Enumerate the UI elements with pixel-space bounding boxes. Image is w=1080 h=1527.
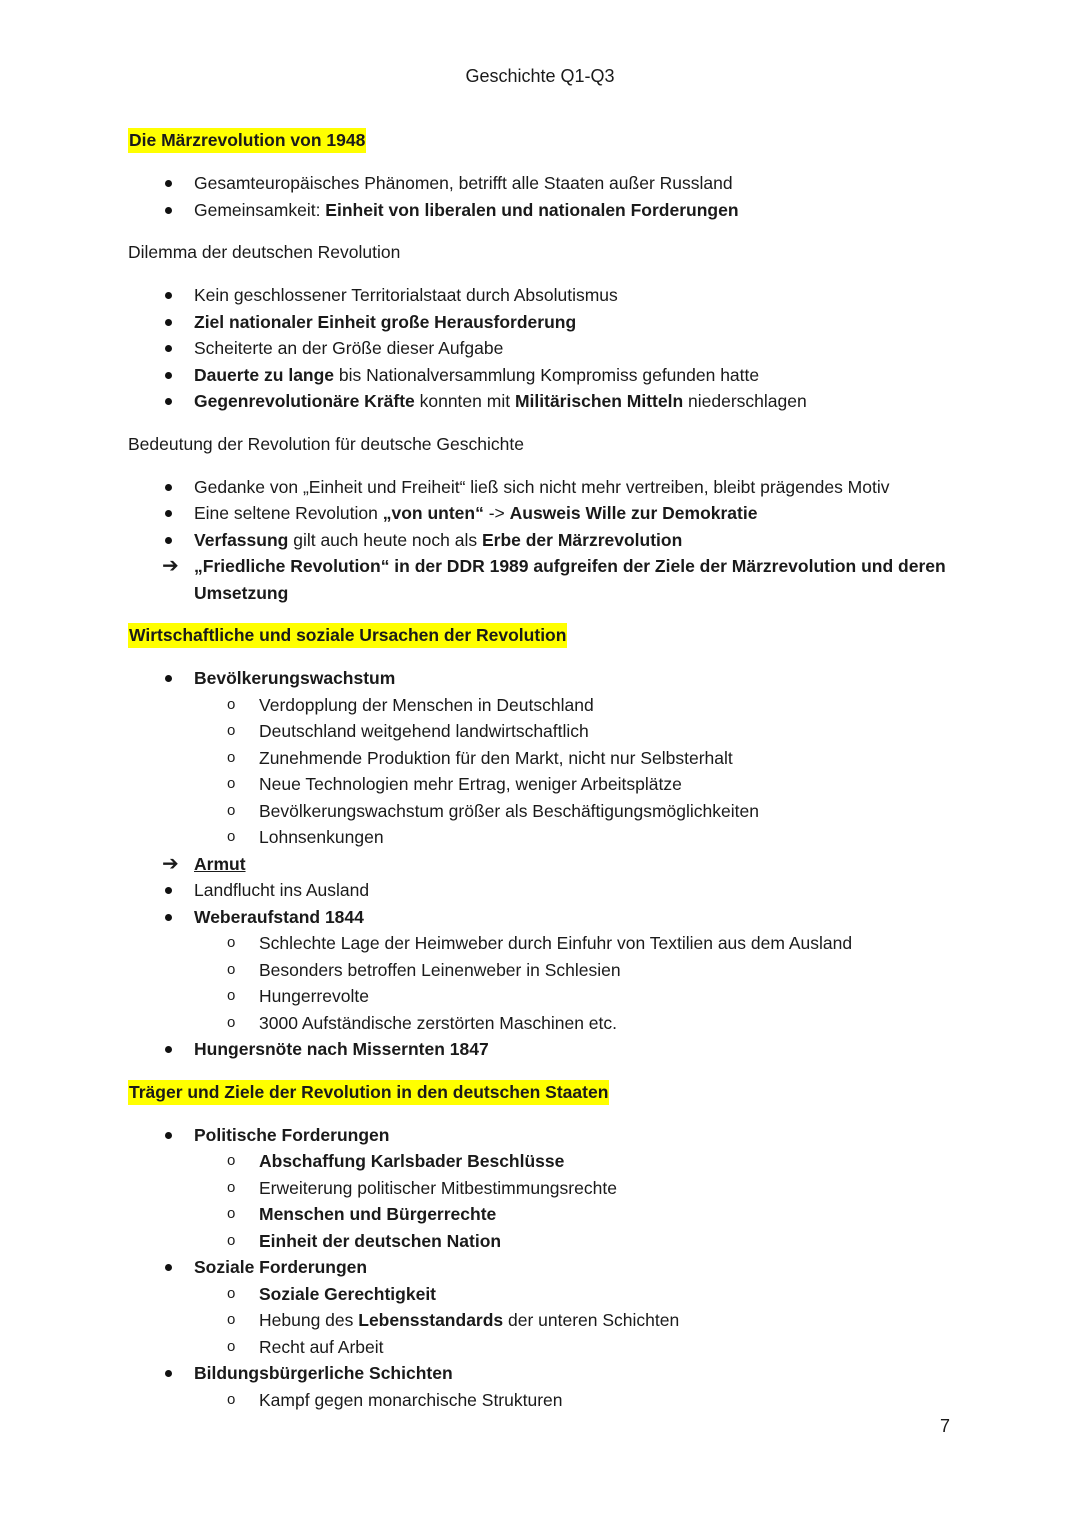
circle-bullet-icon: o [227,1152,236,1169]
item-text: Neue Technologien mehr Ertrag, weniger Arbeitsplätze [259,774,682,794]
item-text: Gedanke von „Einheit und Freiheit“ ließ sich nicht mehr vertreiben, bleibt prägendes Motiv [194,476,890,497]
sub-list-item [128,930,958,957]
item-text: Landflucht ins Ausland [194,880,370,900]
item-text: „Friedliche Revolution“ in der DDR 1989 aufgreifen der Ziele der Märzrevolution und deren Umsetzung [194,556,946,603]
circle-bullet-icon: o [227,1337,236,1355]
list-item [128,1360,958,1387]
item-text: Scheiterte an der Größe dieser Aufgabe [194,338,504,358]
item-text: Eine seltene Revolution [194,503,383,523]
sub-list-item [128,798,958,825]
circle-bullet-icon: o [227,1390,236,1408]
item-text: konnten mit [414,391,515,411]
item-text: Lebensstandards [358,1310,504,1330]
circle-bullet-icon: o [227,828,236,845]
list-item [128,851,958,878]
list-item [128,170,958,197]
item-text: Abschaffung Karlsbader Beschlüsse [259,1151,565,1171]
item-text: Dauerte zu lange [194,364,335,385]
item-text: der unteren Schichten [503,1310,680,1330]
sub-list-item [128,957,958,984]
circle-bullet-icon: o [227,1205,236,1222]
item-text: Kein geschlossener Territorialstaat durch Absolutismus [194,285,618,305]
item-text: Militärischen Mitteln [514,391,684,411]
list-item [128,197,958,224]
list-item [128,527,958,554]
item-text: Erweiterung politischer Mitbestimmungsrechte [259,1177,617,1198]
list-item [128,474,958,501]
item-text: Hungersnöte nach Missernten 1847 [194,1039,489,1059]
sub-list-item [128,1228,958,1255]
sub-list-item [128,1010,958,1037]
item-text: „von unten“ [382,503,484,523]
sub-list-item [128,1175,958,1202]
document-body [128,128,958,1430]
sub-list-item [128,1148,958,1175]
item-text: Deutschland weitgehend landwirtschaftlich [259,721,589,741]
item-text: Einheit der deutschen Nation [259,1230,502,1251]
item-text: Bevölkerungswachstum größer als Beschäftigungsmöglichkeiten [259,800,759,821]
section-heading [128,240,958,265]
item-text: Einheit von liberalen und nationalen Forderungen [325,199,739,220]
section-heading-text: Dilemma der deutschen Revolution [128,242,401,262]
item-text: Soziale Forderungen [194,1257,368,1277]
section-heading-text: Bedeutung der Revolution für deutsche Geschichte [128,433,524,454]
circle-bullet-icon: o [227,722,236,739]
page-header: Geschichte Q1-Q3 [465,66,615,86]
list-item [128,335,958,362]
item-text: Soziale Gerechtigkeit [259,1283,437,1304]
section-heading [128,1080,958,1105]
sub-list-item [128,1334,958,1361]
list-item [128,904,958,931]
item-text: Erbe der Märzrevolution [481,529,683,550]
bullet-list [128,170,958,223]
page-number: 7 [940,1416,951,1436]
circle-bullet-icon: o [227,801,236,819]
list-item [128,388,958,415]
sub-list-item [128,771,958,798]
list-item [128,1122,958,1149]
item-text: Gesamteuropäisches Phänomen, betrifft alle Staaten außer Russland [194,173,733,193]
sub-list-item [128,1201,958,1228]
section-heading-text: Träger und Ziele der Revolution in den deutschen Staaten [128,1080,609,1105]
item-text: Ziel nationaler Einheit große Herausforderung [194,311,577,332]
item-text: Politische Forderungen [194,1124,390,1145]
list-item [128,1036,958,1063]
circle-bullet-icon: o [227,1013,236,1031]
item-text: Bildungsbürgerliche Schichten [194,1363,453,1383]
sub-list-item [128,824,958,851]
item-text: Verdopplung der Menschen in Deutschland [259,694,594,715]
bullet-list [128,474,958,607]
sub-list-item [128,983,958,1010]
circle-bullet-icon: o [227,1311,236,1328]
item-text: Zunehmende Produktion für den Markt, nicht nur Selbsterhalt [259,747,733,768]
list-item [128,665,958,692]
section-heading [128,432,958,457]
item-text: Kampf gegen monarchische Strukturen [259,1389,563,1410]
sub-list-item [128,1387,958,1414]
section-heading [128,623,958,648]
list-item [128,282,958,309]
item-text: Besonders betroffen Leinenweber in Schlesien [259,959,621,980]
sub-list-item [128,1307,958,1334]
circle-bullet-icon: o [227,1178,236,1196]
bullet-list [128,1122,958,1414]
circle-bullet-icon: o [227,987,236,1004]
item-text: 3000 Aufständische zerstörten Maschinen etc. [259,1012,617,1033]
circle-bullet-icon: o [227,695,236,713]
item-text: Hungerrevolte [259,986,369,1006]
circle-bullet-icon: o [227,775,236,792]
circle-bullet-icon: o [227,960,236,978]
item-text: niederschlagen [683,391,807,411]
circle-bullet-icon: o [227,934,236,951]
item-text: Gemeinsamkeit: [194,199,326,220]
item-text: Menschen und Bürgerrechte [259,1204,497,1224]
arrow-right-icon: ➔ [162,555,179,577]
list-item [128,362,958,389]
item-text: Verfassung [194,529,289,550]
circle-bullet-icon: o [227,1231,236,1249]
item-text: Hebung des [259,1310,359,1330]
item-text: gilt auch heute noch als [288,529,482,550]
item-text: Armut [194,853,246,874]
circle-bullet-icon: o [227,1284,236,1302]
item-text: Lohnsenkungen [259,827,384,847]
item-text: Weberaufstand 1844 [194,906,364,927]
sub-list-item [128,718,958,745]
list-item [128,500,958,527]
item-text: Recht auf Arbeit [259,1336,384,1357]
item-text: -> [483,503,510,523]
section-heading [128,128,958,153]
list-item [128,877,958,904]
section-heading-text: Die Märzrevolution von 1948 [128,128,366,153]
arrow-right-icon: ➔ [162,852,179,875]
list-item [128,309,958,336]
item-text: Ausweis Wille zur Demokratie [509,503,758,523]
item-text: bis Nationalversammlung Kompromiss gefunden hatte [334,364,760,385]
section-heading-text: Wirtschaftliche und soziale Ursachen der Revolution [128,623,567,648]
item-text: Schlechte Lage der Heimweber durch Einfuhr von Textilien aus dem Ausland [259,933,853,953]
sub-list-item [128,692,958,719]
list-item [128,1254,958,1281]
bullet-list [128,665,958,1063]
circle-bullet-icon: o [227,748,236,766]
bullet-list [128,282,958,415]
item-text: Gegenrevolutionäre Kräfte [194,391,415,411]
sub-list-item [128,1281,958,1308]
item-text: Bevölkerungswachstum [194,668,396,688]
sub-list-item [128,745,958,772]
list-item [128,553,958,606]
